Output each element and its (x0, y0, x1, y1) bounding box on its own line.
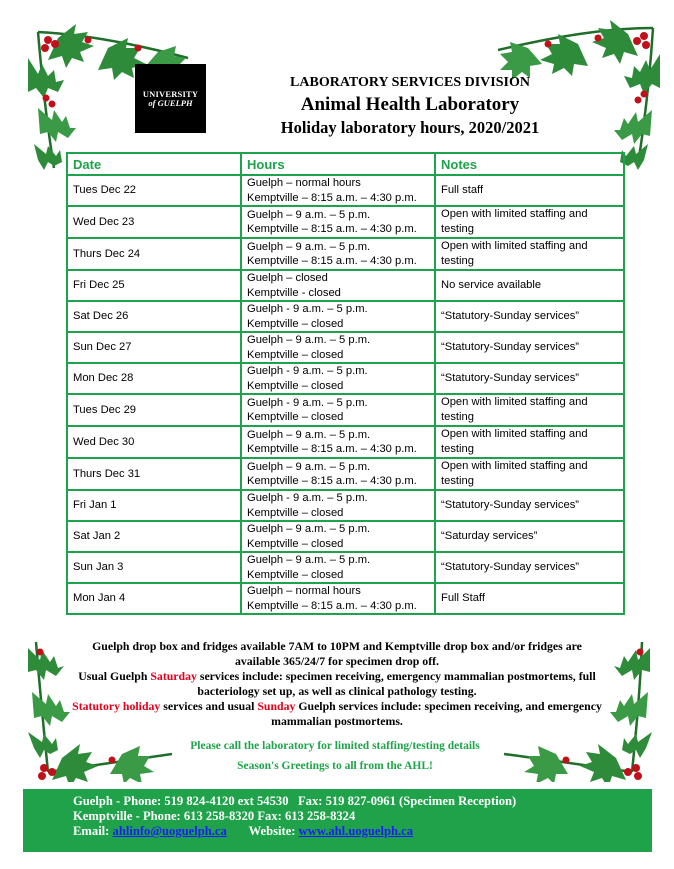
date-cell: Sat Jan 2 (67, 521, 241, 552)
notes-cell: “Statutory-Sunday services” (435, 552, 624, 583)
kemptville-contact-line: Kemptville - Phone: 613 258-8320 Fax: 613 258-8324 (73, 809, 356, 823)
call-lab-note: Please call the laboratory for limited staffing/testing details (190, 740, 480, 752)
notes-cell: Open with limited staffing and testing (435, 206, 624, 238)
hours-cell: Guelph - 9 a.m. – 5 p.m. Kemptville – closed (241, 490, 435, 521)
hours-cell: Guelph – 9 a.m. – 5 p.m. Kemptville – 8:15 a.m. – 4:30 p.m. (241, 458, 435, 490)
table-row (67, 583, 624, 614)
university-of-guelph-logo (135, 64, 206, 133)
division-heading: LABORATORY SERVICES DIVISION (290, 75, 530, 90)
table-row (67, 301, 624, 332)
hours-cell: Guelph – 9 a.m. – 5 p.m. Kemptville – closed (241, 552, 435, 583)
notes-cell: Open with limited staffing and testing (435, 394, 624, 426)
notes-cell: Open with limited staffing and testing (435, 458, 624, 490)
logo-line-2: of GUELPH (148, 97, 193, 108)
saturday-highlight: Saturday (150, 669, 197, 683)
saturday-note (70, 669, 604, 699)
notes-cell: No service available (435, 270, 624, 301)
logo-line-1: UNIVERSITY (142, 88, 199, 99)
dropbox-note: Guelph drop box and fridges available 7AM to 10PM and Kemptville drop box and/or fridges are available 365/24/7 for specimen drop off. (92, 639, 582, 668)
hours-cell: Guelph – 9 a.m. – 5 p.m. Kemptville – 8:15 a.m. – 4:30 p.m. (241, 206, 435, 238)
hours-cell: Guelph – 9 a.m. – 5 p.m. Kemptville – 8:15 a.m. – 4:30 p.m. (241, 238, 435, 270)
notes-cell: “Statutory-Sunday services” (435, 301, 624, 332)
date-cell: Mon Dec 28 (67, 363, 241, 394)
notes-cell: Full staff (435, 175, 624, 206)
email-label: Email: (73, 824, 110, 838)
date-cell: Sun Dec 27 (67, 332, 241, 363)
notes-cell: Open with limited staffing and testing (435, 426, 624, 458)
statutory-holiday-highlight: Statutory holiday (72, 699, 161, 713)
services-and-usual-text: services and usual (163, 699, 255, 713)
website-link[interactable]: www.ahl.uoguelph.ca (298, 824, 414, 838)
table-row (67, 552, 624, 583)
date-cell: Thurs Dec 24 (67, 238, 241, 270)
date-cell: Fri Dec 25 (67, 270, 241, 301)
guelph-contact-line (73, 794, 516, 809)
date-cell: Sat Dec 26 (67, 301, 241, 332)
email-link[interactable]: ahlinfo@uoguelph.ca (112, 824, 227, 838)
hours-cell: Guelph - 9 a.m. – 5 p.m. Kemptville – closed (241, 363, 435, 394)
notes-cell: “Statutory-Sunday services” (435, 332, 624, 363)
column-header-date: Date (67, 153, 241, 175)
date-cell: Tues Dec 29 (67, 394, 241, 426)
hours-cell: Guelph - 9 a.m. – 5 p.m. Kemptville – closed (241, 394, 435, 426)
email-website-line (73, 824, 413, 839)
lab-title: Animal Health Laboratory (300, 94, 520, 115)
hours-cell: Guelph – 9 a.m. – 5 p.m. Kemptville – 8:15 a.m. – 4:30 p.m. (241, 426, 435, 458)
column-header-notes: Notes (435, 153, 624, 175)
table-row (67, 521, 624, 552)
date-cell: Wed Dec 23 (67, 206, 241, 238)
hours-cell: Guelph – normal hours Kemptville – 8:15 a.m. – 4:30 p.m. (241, 583, 435, 614)
website-label: Website: (248, 824, 296, 838)
sunday-note (70, 699, 604, 729)
hours-cell: Guelph – 9 a.m. – 5 p.m. Kemptville – closed (241, 332, 435, 363)
page-subtitle: Holiday laboratory hours, 2020/2021 (280, 118, 540, 137)
table-row (67, 206, 624, 238)
hours-cell: Guelph – 9 a.m. – 5 p.m. Kemptville – closed (241, 521, 435, 552)
notes-cell: Open with limited staffing and testing (435, 238, 624, 270)
table-row (67, 394, 624, 426)
sunday-highlight: Sunday (257, 699, 296, 713)
hours-cell: Guelph - 9 a.m. – 5 p.m. Kemptville – closed (241, 301, 435, 332)
table-row (67, 175, 624, 206)
table-row (67, 490, 624, 521)
date-cell: Wed Dec 30 (67, 426, 241, 458)
table-row (67, 238, 624, 270)
hours-cell: Guelph – closed Kemptville - closed (241, 270, 435, 301)
date-cell: Sun Jan 3 (67, 552, 241, 583)
date-cell: Tues Dec 22 (67, 175, 241, 206)
table-row (67, 426, 624, 458)
date-cell: Fri Jan 1 (67, 490, 241, 521)
sunday-services-text: Guelph services include: specimen receiving, and emergency mammalian postmortems. (271, 699, 602, 728)
table-row (67, 363, 624, 394)
usual-guelph-text: Usual Guelph (78, 669, 148, 683)
service-notes (70, 639, 604, 729)
guelph-phone: Guelph - Phone: 519 824-4120 ext 54530 (73, 794, 289, 808)
saturday-services-text: services include: specimen receiving, emergency mammalian postmortems, full bacteriology set up, as well as clinical pathology testing. (197, 669, 596, 698)
guelph-fax: Fax: 519 827-0961 (Specimen Reception) (297, 794, 517, 808)
contact-footer (23, 789, 652, 852)
holiday-hours-table (66, 152, 625, 615)
hours-cell: Guelph – normal hours Kemptville – 8:15 a.m. – 4:30 p.m. (241, 175, 435, 206)
notes-cell: “Statutory-Sunday services” (435, 490, 624, 521)
notes-cell: “Statutory-Sunday services” (435, 363, 624, 394)
date-cell: Thurs Dec 31 (67, 458, 241, 490)
date-cell: Mon Jan 4 (67, 583, 241, 614)
table-row (67, 332, 624, 363)
notes-cell: “Saturday services” (435, 521, 624, 552)
table-header-row (67, 153, 624, 175)
column-header-hours: Hours (241, 153, 435, 175)
table-row (67, 458, 624, 490)
table-row (67, 270, 624, 301)
notes-cell: Full Staff (435, 583, 624, 614)
seasons-greetings: Season's Greetings to all from the AHL! (237, 760, 433, 772)
